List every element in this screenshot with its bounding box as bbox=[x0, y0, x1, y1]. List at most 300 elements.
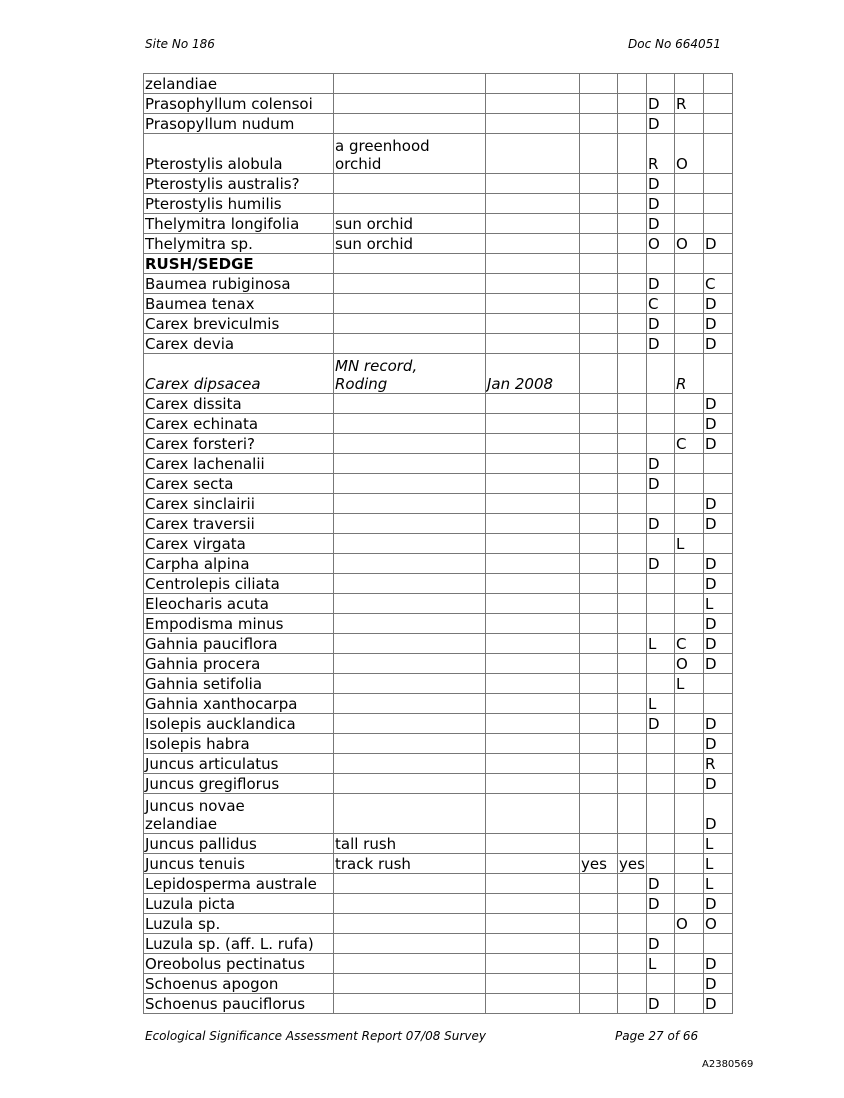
species-name-cell: Gahnia setifolia bbox=[144, 674, 334, 694]
record-cell bbox=[647, 674, 675, 694]
record-cell: D bbox=[704, 974, 733, 994]
species-name-cell: Gahnia procera bbox=[144, 654, 334, 674]
record-cell bbox=[618, 114, 647, 134]
record-cell: L bbox=[675, 534, 704, 554]
record-cell bbox=[486, 694, 580, 714]
record-cell: O bbox=[675, 654, 704, 674]
record-cell bbox=[647, 654, 675, 674]
species-row bbox=[144, 614, 733, 634]
species-row bbox=[144, 334, 733, 354]
record-cell bbox=[675, 474, 704, 494]
common-name-cell bbox=[334, 774, 486, 794]
record-cell: L bbox=[675, 674, 704, 694]
species-name-cell: Baumea rubiginosa bbox=[144, 274, 334, 294]
record-cell: D bbox=[704, 994, 733, 1014]
record-cell bbox=[675, 794, 704, 834]
record-cell bbox=[580, 654, 618, 674]
record-cell bbox=[618, 594, 647, 614]
common-name-cell bbox=[334, 194, 486, 214]
record-cell bbox=[675, 954, 704, 974]
record-cell bbox=[675, 314, 704, 334]
species-name-cell: Carex forsteri? bbox=[144, 434, 334, 454]
record-cell bbox=[618, 794, 647, 834]
record-cell bbox=[675, 854, 704, 874]
species-row bbox=[144, 914, 733, 934]
record-cell: D bbox=[704, 314, 733, 334]
record-cell bbox=[580, 954, 618, 974]
record-cell bbox=[580, 414, 618, 434]
common-name-cell bbox=[334, 554, 486, 574]
record-cell: D bbox=[704, 334, 733, 354]
record-cell: D bbox=[647, 334, 675, 354]
record-cell: D bbox=[704, 894, 733, 914]
record-cell bbox=[486, 914, 580, 934]
species-name-cell: Isolepis aucklandica bbox=[144, 714, 334, 734]
species-name-cell: Carex sinclairii bbox=[144, 494, 334, 514]
common-name-cell bbox=[334, 314, 486, 334]
record-cell bbox=[618, 694, 647, 714]
record-cell bbox=[618, 714, 647, 734]
species-row bbox=[144, 174, 733, 194]
record-cell bbox=[618, 914, 647, 934]
record-cell bbox=[647, 774, 675, 794]
species-name-cell: Centrolepis ciliata bbox=[144, 574, 334, 594]
record-cell bbox=[618, 894, 647, 914]
species-row bbox=[144, 494, 733, 514]
record-cell bbox=[647, 254, 675, 274]
species-row bbox=[144, 534, 733, 554]
record-cell bbox=[486, 954, 580, 974]
species-name-cell: Carex breviculmis bbox=[144, 314, 334, 334]
record-cell bbox=[675, 74, 704, 94]
species-name-cell: RUSH/SEDGE bbox=[144, 254, 334, 274]
record-cell bbox=[647, 74, 675, 94]
record-cell: D bbox=[647, 214, 675, 234]
record-cell bbox=[580, 394, 618, 414]
record-cell bbox=[486, 854, 580, 874]
record-cell: L bbox=[704, 874, 733, 894]
record-cell bbox=[704, 74, 733, 94]
record-cell bbox=[580, 614, 618, 634]
record-cell bbox=[618, 434, 647, 454]
common-name-cell bbox=[334, 954, 486, 974]
species-name-cell: Oreobolus pectinatus bbox=[144, 954, 334, 974]
record-cell bbox=[618, 674, 647, 694]
species-name-cell: Carex devia bbox=[144, 334, 334, 354]
record-cell bbox=[675, 714, 704, 734]
record-cell: D bbox=[704, 294, 733, 314]
record-cell bbox=[675, 194, 704, 214]
record-cell bbox=[704, 254, 733, 274]
common-name-cell bbox=[334, 394, 486, 414]
record-cell bbox=[580, 574, 618, 594]
record-cell bbox=[486, 134, 580, 174]
record-cell bbox=[486, 214, 580, 234]
common-name-cell bbox=[334, 714, 486, 734]
common-name-cell: sun orchid bbox=[334, 234, 486, 254]
record-cell bbox=[618, 574, 647, 594]
record-cell bbox=[580, 454, 618, 474]
record-cell: D bbox=[704, 414, 733, 434]
record-cell bbox=[647, 594, 675, 614]
report-title: Ecological Significance Assessment Report 07/08 Survey bbox=[145, 1029, 486, 1043]
record-cell bbox=[618, 874, 647, 894]
record-cell: D bbox=[704, 714, 733, 734]
species-row bbox=[144, 894, 733, 914]
record-cell bbox=[580, 294, 618, 314]
species-row bbox=[144, 594, 733, 614]
common-name-cell bbox=[334, 494, 486, 514]
record-cell bbox=[675, 494, 704, 514]
record-cell bbox=[704, 454, 733, 474]
species-name-cell: Prasopyllum nudum bbox=[144, 114, 334, 134]
record-cell bbox=[675, 894, 704, 914]
record-cell bbox=[647, 354, 675, 394]
species-row bbox=[144, 314, 733, 334]
record-cell bbox=[675, 574, 704, 594]
record-cell: D bbox=[647, 274, 675, 294]
species-row bbox=[144, 694, 733, 714]
record-cell: D bbox=[647, 554, 675, 574]
record-cell bbox=[486, 254, 580, 274]
record-cell bbox=[486, 614, 580, 634]
record-cell: D bbox=[647, 894, 675, 914]
record-cell: D bbox=[647, 114, 675, 134]
record-cell bbox=[675, 594, 704, 614]
record-cell bbox=[580, 314, 618, 334]
record-cell bbox=[486, 514, 580, 534]
common-name-cell bbox=[334, 94, 486, 114]
record-cell: O bbox=[704, 914, 733, 934]
record-cell bbox=[580, 974, 618, 994]
record-cell bbox=[580, 214, 618, 234]
common-name-cell: track rush bbox=[334, 854, 486, 874]
record-cell: D bbox=[647, 474, 675, 494]
species-table bbox=[143, 73, 733, 1014]
species-row bbox=[144, 774, 733, 794]
record-cell: C bbox=[647, 294, 675, 314]
common-name-cell bbox=[334, 874, 486, 894]
species-row bbox=[144, 274, 733, 294]
common-name-cell: a greenhood orchid bbox=[334, 134, 486, 174]
species-row bbox=[144, 134, 733, 174]
species-name-cell: Carex echinata bbox=[144, 414, 334, 434]
record-cell: D bbox=[647, 934, 675, 954]
record-cell bbox=[486, 594, 580, 614]
common-name-cell bbox=[334, 414, 486, 434]
record-cell bbox=[580, 554, 618, 574]
record-cell bbox=[618, 754, 647, 774]
record-cell bbox=[580, 514, 618, 534]
record-cell bbox=[580, 534, 618, 554]
common-name-cell bbox=[334, 534, 486, 554]
species-name-cell: Carex virgata bbox=[144, 534, 334, 554]
record-cell bbox=[486, 834, 580, 854]
record-cell bbox=[580, 474, 618, 494]
record-cell: D bbox=[647, 174, 675, 194]
species-row bbox=[144, 994, 733, 1014]
record-cell bbox=[486, 294, 580, 314]
species-name-cell: Carex traversii bbox=[144, 514, 334, 534]
record-cell bbox=[618, 394, 647, 414]
record-cell bbox=[618, 954, 647, 974]
common-name-cell bbox=[334, 174, 486, 194]
record-cell bbox=[486, 74, 580, 94]
common-name-cell bbox=[334, 894, 486, 914]
record-cell bbox=[580, 194, 618, 214]
record-cell bbox=[580, 894, 618, 914]
record-cell bbox=[580, 254, 618, 274]
record-cell: D bbox=[704, 554, 733, 574]
record-cell bbox=[486, 794, 580, 834]
record-cell bbox=[704, 534, 733, 554]
record-cell bbox=[580, 694, 618, 714]
common-name-cell bbox=[334, 654, 486, 674]
record-cell: O bbox=[675, 134, 704, 174]
record-cell bbox=[618, 774, 647, 794]
record-cell bbox=[486, 994, 580, 1014]
species-name-cell: Carex dipsacea bbox=[144, 354, 334, 394]
species-row bbox=[144, 974, 733, 994]
common-name-cell bbox=[334, 574, 486, 594]
record-cell bbox=[647, 854, 675, 874]
record-cell: D bbox=[647, 314, 675, 334]
record-cell: D bbox=[704, 614, 733, 634]
species-name-cell: Gahnia xanthocarpa bbox=[144, 694, 334, 714]
record-cell: L bbox=[704, 834, 733, 854]
record-cell bbox=[580, 334, 618, 354]
species-row bbox=[144, 674, 733, 694]
record-cell bbox=[486, 334, 580, 354]
record-cell bbox=[704, 194, 733, 214]
record-cell bbox=[618, 254, 647, 274]
species-name-cell: Luzula picta bbox=[144, 894, 334, 914]
common-name-cell bbox=[334, 334, 486, 354]
species-row bbox=[144, 394, 733, 414]
record-cell bbox=[580, 234, 618, 254]
record-cell bbox=[618, 994, 647, 1014]
species-name-cell: Carex lachenalii bbox=[144, 454, 334, 474]
species-name-cell: Schoenus apogon bbox=[144, 974, 334, 994]
record-cell: C bbox=[675, 634, 704, 654]
common-name-cell bbox=[334, 254, 486, 274]
species-name-cell: Juncus novae zelandiae bbox=[144, 794, 334, 834]
record-cell bbox=[675, 974, 704, 994]
record-cell: L bbox=[647, 954, 675, 974]
record-cell bbox=[486, 774, 580, 794]
record-cell bbox=[647, 614, 675, 634]
species-name-cell: Pterostylis australis? bbox=[144, 174, 334, 194]
record-cell: O bbox=[647, 234, 675, 254]
record-cell bbox=[618, 74, 647, 94]
species-table-body bbox=[144, 74, 733, 1014]
record-cell: O bbox=[675, 914, 704, 934]
record-cell bbox=[486, 414, 580, 434]
species-name-cell: Carex dissita bbox=[144, 394, 334, 414]
doc-number: Doc No 664051 bbox=[628, 37, 721, 51]
record-cell bbox=[486, 894, 580, 914]
species-row bbox=[144, 474, 733, 494]
record-cell bbox=[618, 174, 647, 194]
record-cell bbox=[618, 414, 647, 434]
species-row bbox=[144, 554, 733, 574]
record-cell bbox=[647, 914, 675, 934]
record-cell bbox=[580, 874, 618, 894]
record-cell bbox=[704, 354, 733, 394]
record-cell bbox=[486, 114, 580, 134]
record-cell bbox=[486, 494, 580, 514]
record-cell bbox=[618, 834, 647, 854]
common-name-cell bbox=[334, 74, 486, 94]
species-row bbox=[144, 934, 733, 954]
record-cell: D bbox=[704, 234, 733, 254]
record-cell bbox=[486, 574, 580, 594]
record-cell bbox=[486, 474, 580, 494]
record-cell bbox=[580, 734, 618, 754]
species-name-cell: Luzula sp. (aff. L. rufa) bbox=[144, 934, 334, 954]
common-name-cell bbox=[334, 474, 486, 494]
record-cell bbox=[618, 494, 647, 514]
record-cell bbox=[704, 134, 733, 174]
species-name-cell: Juncus tenuis bbox=[144, 854, 334, 874]
record-cell bbox=[580, 634, 618, 654]
record-cell bbox=[675, 774, 704, 794]
common-name-cell: tall rush bbox=[334, 834, 486, 854]
species-row bbox=[144, 874, 733, 894]
species-row bbox=[144, 454, 733, 474]
record-cell: R bbox=[647, 134, 675, 174]
species-name-cell: Prasophyllum colensoi bbox=[144, 94, 334, 114]
species-name-cell: Lepidosperma australe bbox=[144, 874, 334, 894]
record-cell bbox=[675, 214, 704, 234]
species-name-cell: Eleocharis acuta bbox=[144, 594, 334, 614]
common-name-cell bbox=[334, 694, 486, 714]
record-cell: L bbox=[704, 594, 733, 614]
common-name-cell bbox=[334, 594, 486, 614]
species-row bbox=[144, 234, 733, 254]
species-name-cell: Empodisma minus bbox=[144, 614, 334, 634]
record-cell bbox=[647, 414, 675, 434]
record-cell bbox=[580, 74, 618, 94]
record-cell: D bbox=[647, 454, 675, 474]
record-cell bbox=[618, 934, 647, 954]
record-cell: D bbox=[704, 954, 733, 974]
record-cell bbox=[580, 594, 618, 614]
record-cell bbox=[580, 934, 618, 954]
record-cell bbox=[675, 994, 704, 1014]
species-name-cell: Juncus pallidus bbox=[144, 834, 334, 854]
record-cell bbox=[675, 934, 704, 954]
record-cell bbox=[618, 354, 647, 394]
record-cell: D bbox=[647, 94, 675, 114]
species-row bbox=[144, 414, 733, 434]
record-cell bbox=[486, 674, 580, 694]
record-cell bbox=[647, 834, 675, 854]
species-row bbox=[144, 834, 733, 854]
record-cell bbox=[618, 234, 647, 254]
record-cell: yes bbox=[580, 854, 618, 874]
record-cell bbox=[704, 94, 733, 114]
record-cell bbox=[618, 614, 647, 634]
record-cell bbox=[675, 874, 704, 894]
common-name-cell bbox=[334, 734, 486, 754]
species-row bbox=[144, 514, 733, 534]
record-cell bbox=[580, 274, 618, 294]
record-cell: D bbox=[704, 634, 733, 654]
species-row bbox=[144, 634, 733, 654]
common-name-cell bbox=[334, 674, 486, 694]
common-name-cell bbox=[334, 294, 486, 314]
record-cell bbox=[486, 754, 580, 774]
record-cell bbox=[486, 434, 580, 454]
record-cell: D bbox=[704, 514, 733, 534]
common-name-cell bbox=[334, 994, 486, 1014]
record-cell bbox=[704, 934, 733, 954]
species-name-cell: Thelymitra longifolia bbox=[144, 214, 334, 234]
record-cell: L bbox=[647, 634, 675, 654]
species-name-cell: zelandiae bbox=[144, 74, 334, 94]
record-cell bbox=[618, 294, 647, 314]
record-cell bbox=[486, 394, 580, 414]
record-cell bbox=[647, 534, 675, 554]
record-cell bbox=[618, 534, 647, 554]
record-cell bbox=[618, 654, 647, 674]
record-cell bbox=[486, 314, 580, 334]
species-name-cell: Luzula sp. bbox=[144, 914, 334, 934]
record-cell bbox=[618, 314, 647, 334]
record-cell bbox=[618, 554, 647, 574]
record-cell bbox=[580, 914, 618, 934]
species-name-cell: Schoenus pauciflorus bbox=[144, 994, 334, 1014]
species-row bbox=[144, 294, 733, 314]
record-cell bbox=[486, 734, 580, 754]
record-cell bbox=[704, 474, 733, 494]
record-cell bbox=[580, 774, 618, 794]
common-name-cell bbox=[334, 614, 486, 634]
common-name-cell bbox=[334, 754, 486, 774]
record-cell bbox=[486, 874, 580, 894]
species-row bbox=[144, 434, 733, 454]
record-cell bbox=[580, 494, 618, 514]
species-row bbox=[144, 74, 733, 94]
record-cell bbox=[580, 674, 618, 694]
species-row bbox=[144, 654, 733, 674]
species-row bbox=[144, 734, 733, 754]
species-name-cell: Carex secta bbox=[144, 474, 334, 494]
record-cell bbox=[704, 114, 733, 134]
document-id: A2380569 bbox=[702, 1059, 754, 1070]
record-cell bbox=[704, 674, 733, 694]
record-cell bbox=[647, 434, 675, 454]
species-row bbox=[144, 854, 733, 874]
record-cell bbox=[675, 254, 704, 274]
record-cell bbox=[647, 574, 675, 594]
species-name-cell: Juncus gregiflorus bbox=[144, 774, 334, 794]
record-cell bbox=[618, 334, 647, 354]
record-cell bbox=[618, 514, 647, 534]
record-cell bbox=[618, 274, 647, 294]
species-row bbox=[144, 574, 733, 594]
record-cell: D bbox=[704, 654, 733, 674]
record-cell bbox=[486, 174, 580, 194]
species-name-cell: Pterostylis alobula bbox=[144, 134, 334, 174]
record-cell bbox=[675, 514, 704, 534]
record-cell bbox=[647, 754, 675, 774]
record-cell bbox=[675, 554, 704, 574]
common-name-cell bbox=[334, 454, 486, 474]
species-row bbox=[144, 214, 733, 234]
record-cell: L bbox=[704, 854, 733, 874]
